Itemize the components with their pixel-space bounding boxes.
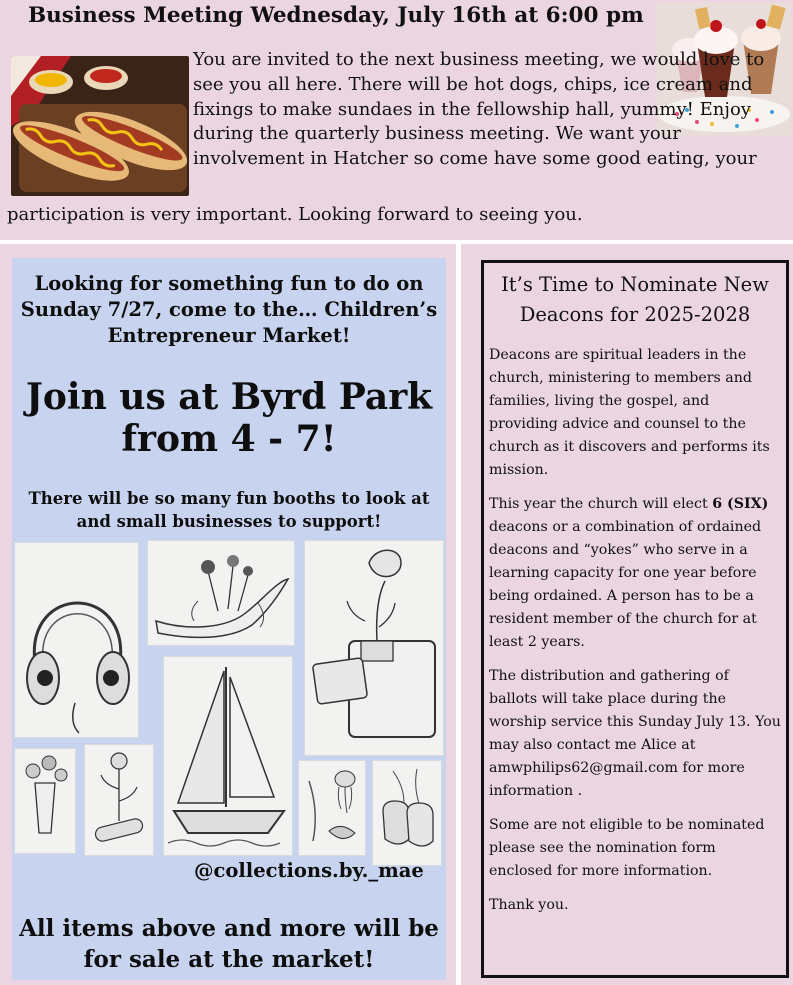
deacon-paragraph-2-start: This year the church will elect <box>489 496 713 512</box>
deacon-paragraph-2 <box>489 493 781 654</box>
business-meeting-panel <box>0 0 793 240</box>
sea-creatures-sketch <box>298 760 366 856</box>
hand-with-flowers-sketch <box>147 540 295 646</box>
flower-bandage-sketch <box>84 744 154 856</box>
flyer-footer-text: All items above and more will be for sale at the market! <box>19 915 439 973</box>
boxing-gloves-sketch <box>372 760 442 866</box>
flower-vase-sketch <box>14 748 76 854</box>
flyer-heading: Looking for something fun to do on Sunday 7/27, come to the… Children’s Entrepreneur Market! <box>20 272 438 347</box>
deacon-paragraph-4: Some are not eligible to be nominated please see the nomination form enclosed for more information. <box>489 817 765 879</box>
flyer-main-headline: Join us at Byrd Park from 4 - 7! <box>25 376 433 460</box>
deacon-nomination-box <box>481 260 789 978</box>
deacon-thank-you: Thank you. <box>489 897 569 913</box>
meeting-invitation-text: You are invited to the next business meeting, we would love to see you all here. There will be hot dogs, chips, ice cream and fixings to make sundaes in the fellowship hall, yummy! Enjoy during the quarterly business meeting. We want your involvement in Hatcher so come have some good eating, your <box>193 49 765 170</box>
flyer-subheading: There will be so many fun booths to look at and small businesses to support! <box>28 489 430 531</box>
flower-lighter-sketch <box>304 540 444 756</box>
deacon-count: 6 (SIX) <box>712 496 769 512</box>
meeting-invitation-text-continued: participation is very important. Looking forward to seeing you. <box>7 204 583 225</box>
deacon-body <box>489 344 781 928</box>
deacon-title: It’s Time to Nominate New Deacons for 2025-2028 <box>501 273 769 326</box>
sailboat-sketch <box>163 656 293 856</box>
meeting-title: Business Meeting Wednesday, July 16th at 6:00 pm <box>28 3 644 28</box>
entrepreneur-market-flyer <box>12 258 446 980</box>
deacon-paragraph-2-end: deacons or a combination of ordained deacons and “yokes” who serve in a learning capacity for one year before being ordained. A person has to be a resident member of the church for at least 2 years. <box>489 519 762 650</box>
instagram-handle: @collections.by._mae <box>194 859 424 882</box>
headphones-sketch <box>14 542 139 738</box>
deacon-paragraph-1: Deacons are spiritual leaders in the church, ministering to members and families, living the gospel, and providing advice and counsel to the church as it discovers and performs its mission. <box>489 347 770 478</box>
deacon-paragraph-3: The distribution and gathering of ballots will take place during the worship service this Sunday July 13. You may also contact me Alice at amwphilips62@gmail.com for more information . <box>489 668 781 799</box>
hotdogs-photo <box>11 56 189 196</box>
